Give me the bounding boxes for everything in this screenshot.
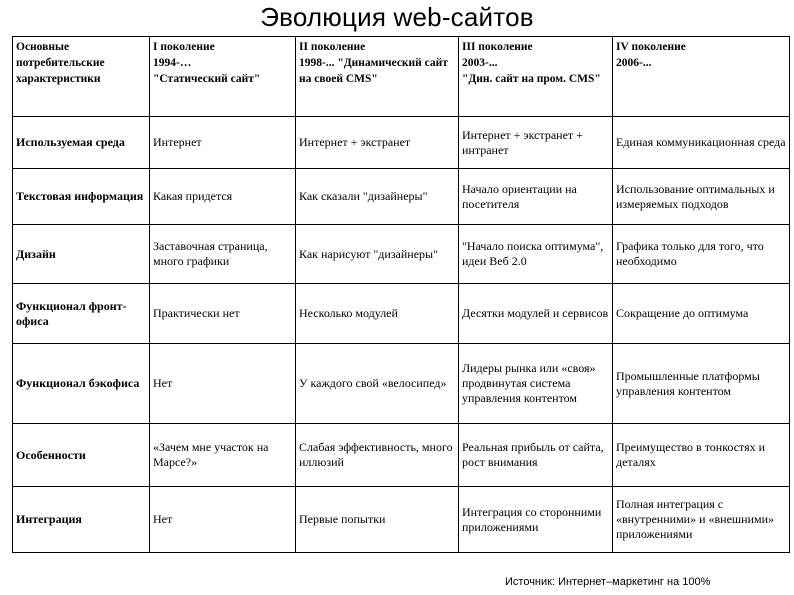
header-generation-2: II поколение 1998-... "Динамический сайт на своей CMS" [296, 37, 459, 117]
row-label: Особенности [13, 424, 150, 487]
table-cell: Начало ориентации на посетителя [459, 169, 613, 225]
table-cell: Интеграция со сторонними приложениями [459, 487, 613, 553]
table-cell: Интернет + экстранет + интранет [459, 117, 613, 169]
table-cell: Какая придется [150, 169, 296, 225]
table-cell: Интернет + экстранет [296, 117, 459, 169]
table-cell: Реальная прибыль от сайта, рост внимания [459, 424, 613, 487]
table-cell: Промышленные платформы управления контентом [613, 344, 790, 424]
table-cell: Как нарисуют "дизайнеры" [296, 225, 459, 284]
table-cell: Полная интеграция с «внутренними» и «внешними» приложениями [613, 487, 790, 553]
row-label: Используемая среда [13, 117, 150, 169]
table-row [13, 284, 790, 344]
table-cell: Нет [150, 344, 296, 424]
row-label: Функционал бэкофиса [13, 344, 150, 424]
table-row [13, 225, 790, 284]
table-cell: Использование оптимальных и измеряемых подходов [613, 169, 790, 225]
table-cell: Интернет [150, 117, 296, 169]
table-cell: Сокращение до оптимума [613, 284, 790, 344]
table-row [13, 169, 790, 225]
table-row [13, 487, 790, 553]
table-cell: Лидеры рынка или «своя» продвинутая система управления контентом [459, 344, 613, 424]
evolution-table [12, 36, 790, 553]
table-cell: У каждого свой «велосипед» [296, 344, 459, 424]
header-generation-4: IV поколение 2006-... [613, 37, 790, 117]
source-caption: Источник: Интернет–маркетинг на 100% [505, 576, 711, 588]
table-row [13, 424, 790, 487]
header-generation-3: III поколение 2003-... "Дин. сайт на пром. CMS" [459, 37, 613, 117]
header-generation-1: I поколение 1994-… "Статический сайт" [150, 37, 296, 117]
row-label: Интеграция [13, 487, 150, 553]
table-cell: "Начало поиска оптимума", идеи Веб 2.0 [459, 225, 613, 284]
table-row [13, 344, 790, 424]
table-cell: Практически нет [150, 284, 296, 344]
table-row [13, 117, 790, 169]
table-cell: Как сказали "дизайнеры" [296, 169, 459, 225]
table-cell: Преимущество в тонкостях и деталях [613, 424, 790, 487]
table-cell: Нет [150, 487, 296, 553]
row-label: Дизайн [13, 225, 150, 284]
table-cell: Единая коммуникационная среда [613, 117, 790, 169]
row-label: Текстовая информация [13, 169, 150, 225]
table-cell: Несколько модулей [296, 284, 459, 344]
table-cell: Первые попытки [296, 487, 459, 553]
table-cell: Графика только для того, что необходимо [613, 225, 790, 284]
row-label: Функционал фронт-офиса [13, 284, 150, 344]
table-header-row [13, 37, 790, 117]
table-cell: Слабая эффективность, много иллюзий [296, 424, 459, 487]
header-characteristic: Основные потребительские характеристики [13, 37, 150, 117]
table-cell: «Зачем мне участок на Марсе?» [150, 424, 296, 487]
slide-title: Эволюция web-сайтов [260, 2, 534, 32]
table-cell: Десятки модулей и сервисов [459, 284, 613, 344]
table-cell: Заставочная страница, много графики [150, 225, 296, 284]
